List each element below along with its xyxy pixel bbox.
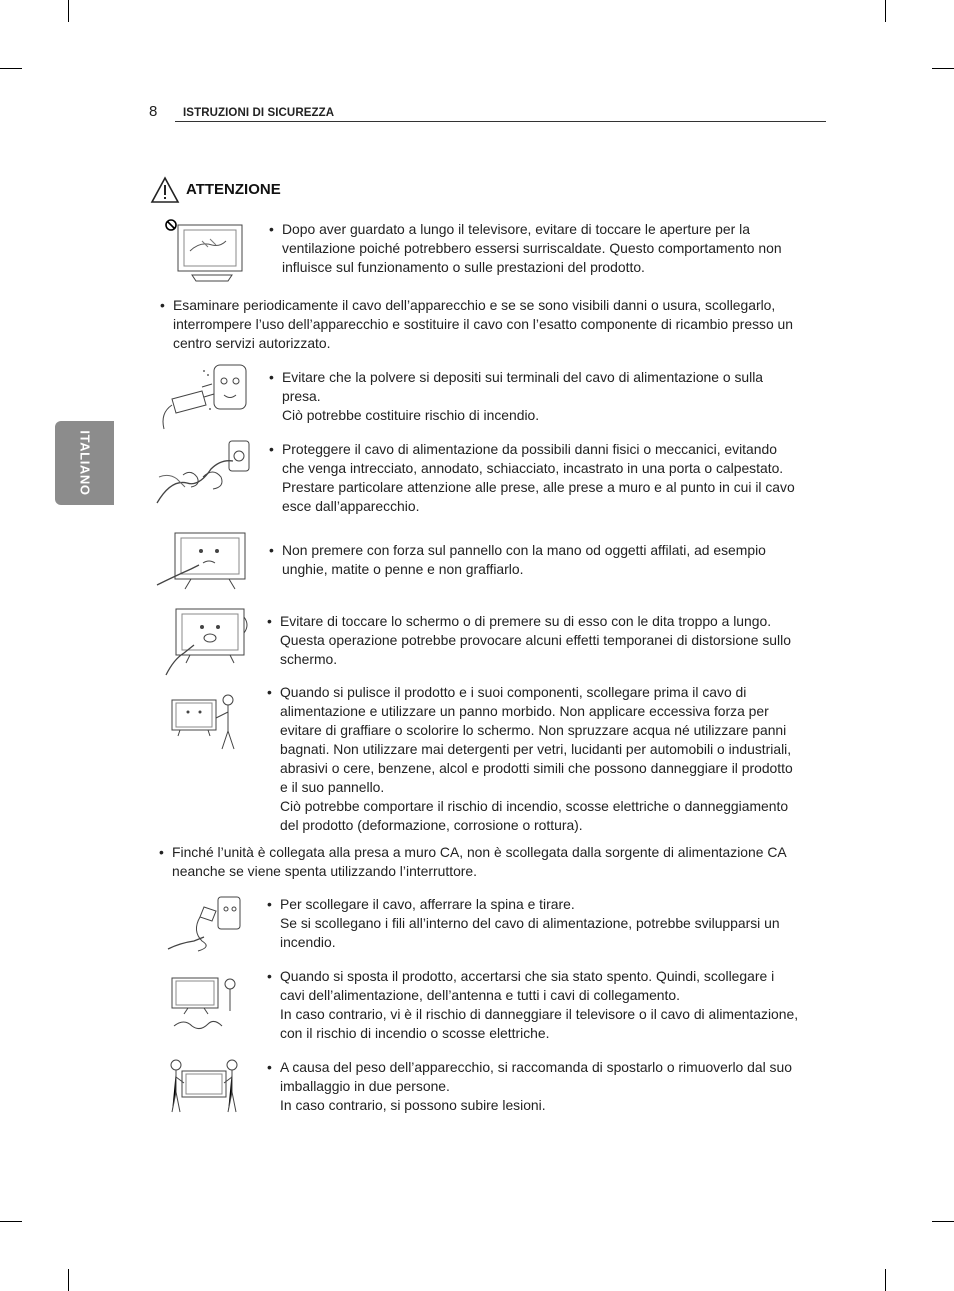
header-divider [175, 121, 826, 122]
text-line: influisce sul funzionamento o sulle prestazioni del prodotto. [282, 259, 645, 275]
text-line: Questa operazione potrebbe provocare alcuni effetti temporanei di distorsione sullo [280, 632, 791, 648]
bullet: • [159, 844, 164, 860]
caution-item-touch-screen [267, 612, 791, 669]
pull-plug-icon [166, 893, 244, 955]
text-line: neanche se viene spenta utilizzando l’interruttore. [172, 863, 478, 879]
caution-item-pull-plug [267, 895, 780, 952]
text-line: A causa del peso dell’apparecchio, si raccomanda di spostarlo o rimuoverlo dal suo [280, 1059, 792, 1075]
bullet: • [267, 684, 272, 700]
bullet: • [269, 441, 274, 457]
caution-item-hot-vents [269, 220, 782, 277]
text-line: Evitare di toccare lo schermo o di premere su di esso con le dita troppo a lungo. [280, 613, 772, 629]
text-line: alimentazione e utilizzare un panno morbido. Non applicare eccessiva forza per [280, 703, 769, 719]
text-line: Esaminare periodicamente il cavo dell’apparecchio e se se sono visibili danni o usura, scollegarlo, [173, 297, 776, 313]
text-line: Proteggere il cavo di alimentazione da possibili danni fisici o meccanici, evitando [282, 441, 777, 457]
bullet: • [267, 968, 272, 984]
bullet: • [267, 1059, 272, 1075]
text-line: Dopo aver guardato a lungo il televisore, evitare di toccare le aperture per la [282, 221, 750, 237]
bullet: • [269, 221, 274, 237]
section-title: ISTRUZIONI DI SICUREZZA [183, 107, 335, 119]
text-line: Non premere con forza sul pannello con la mano od oggetti affilati, ad esempio [282, 542, 766, 558]
caution-item-no-pressing [269, 541, 766, 579]
bullet: • [267, 613, 272, 629]
hot-vent-no-touch-icon [162, 217, 246, 285]
text-line: ventilazione poiché potrebbero essersi surriscaldate. Questo comportamento non [282, 240, 782, 256]
caution-item-dust [269, 368, 764, 425]
caution-heading: ATTENZIONE [186, 181, 281, 198]
crop-mark [885, 1269, 886, 1291]
bullet: • [267, 896, 272, 912]
text-line: Ciò potrebbe costituire rischio di incendio. [282, 407, 540, 423]
caution-item-moving [267, 967, 799, 1043]
crop-mark [68, 1269, 69, 1291]
text-line: imballaggio in due persone. [280, 1078, 450, 1094]
text-line: abrasivi o cere, benzene, alcol e prodotti simili che possono danneggiare il prodotto [280, 760, 793, 776]
text-line: Ciò potrebbe comportare il rischio di incendio, scosse elettriche o danneggiamento [280, 798, 789, 814]
twisted-cord-icon [153, 437, 253, 511]
language-side-tab [55, 421, 114, 505]
text-line: Finché l’unità è collegata alla presa a muro CA, non è scollegata dalla sorgente di alimentazione CA [172, 844, 787, 860]
warning-triangle-icon [150, 176, 180, 204]
text-line: esce dall’apparecchio. [282, 498, 420, 514]
dusty-plug-icon [158, 359, 250, 433]
press-panel-icon [155, 527, 251, 593]
text-line: che venga intrecciato, annodato, schiacciato, incastrato in una porta o calpestato. [282, 460, 784, 476]
crop-mark [0, 68, 22, 69]
text-line: incendio. [280, 934, 336, 950]
page-number: 8 [149, 103, 158, 120]
text-line: del prodotto (deformazione, corrosione o rottura). [280, 817, 583, 833]
text-line: con il rischio di incendio o scosse elettriche. [280, 1025, 550, 1041]
text-line: Per scollegare il cavo, afferrare la spina e tirare. [280, 896, 575, 912]
crop-mark [68, 0, 69, 22]
crop-mark [885, 0, 886, 22]
text-line: Quando si pulisce il prodotto e i suoi componenti, scollegare prima il cavo di [280, 684, 747, 700]
bullet: • [269, 369, 274, 385]
bullet: • [160, 297, 165, 313]
text-line: evitare di graffiare o scolorire lo schermo. Non spruzzare acqua né utilizzare panni [280, 722, 787, 738]
text-line: In caso contrario, vi è il rischio di danneggiare il televisore o il cavo di alimentazione, [280, 1006, 799, 1022]
caution-item-ac-connected [159, 843, 787, 881]
caution-item-cleaning [267, 683, 793, 835]
text-line: unghie, matite o penne e non graffiarlo. [282, 561, 524, 577]
crop-mark [932, 68, 954, 69]
text-line: Evitare che la polvere si depositi sui terminali del cavo di alimentazione o sulla [282, 369, 764, 385]
text-line: Quando si sposta il prodotto, accertarsi che sia stato spento. Quindi, scollegare i [280, 968, 775, 984]
caution-item-protect-cord [269, 440, 795, 516]
bullet: • [269, 542, 274, 558]
disconnect-cables-icon [168, 970, 242, 1032]
text-line: bagnati. Non utilizzare mai detergenti per vetri, lucidanti per automobili o industriali, [280, 741, 792, 757]
text-line: Prestare particolare attenzione alle prese, alle prese a muro e al punto in cui il cavo [282, 479, 795, 495]
text-line: interrompere l’uso dell’apparecchio e sostituire il cavo con l’esatto componente di ricambio presso un [173, 316, 793, 332]
text-line: In caso contrario, si possono subire lesioni. [280, 1097, 546, 1113]
two-person-carry-icon [168, 1057, 240, 1115]
crop-mark [0, 1221, 22, 1222]
language-label: ITALIANO [77, 430, 92, 496]
text-line: cavi dell’alimentazione, dell’antenna e tutti i cavi di collegamento. [280, 987, 680, 1003]
text-line: schermo. [280, 651, 338, 667]
text-line: centro servizi autorizzato. [173, 335, 331, 351]
cleaning-tv-icon [168, 690, 240, 752]
caution-item-inspect-cord [160, 296, 793, 353]
text-line: presa. [282, 388, 321, 404]
caution-item-two-persons [267, 1058, 792, 1115]
touch-screen-icon [160, 603, 250, 677]
crop-mark [932, 1221, 954, 1222]
text-line: Se si scollegano i fili all’interno del cavo di alimentazione, potrebbe svilupparsi un [280, 915, 780, 931]
text-line: e il suo pannello. [280, 779, 385, 795]
